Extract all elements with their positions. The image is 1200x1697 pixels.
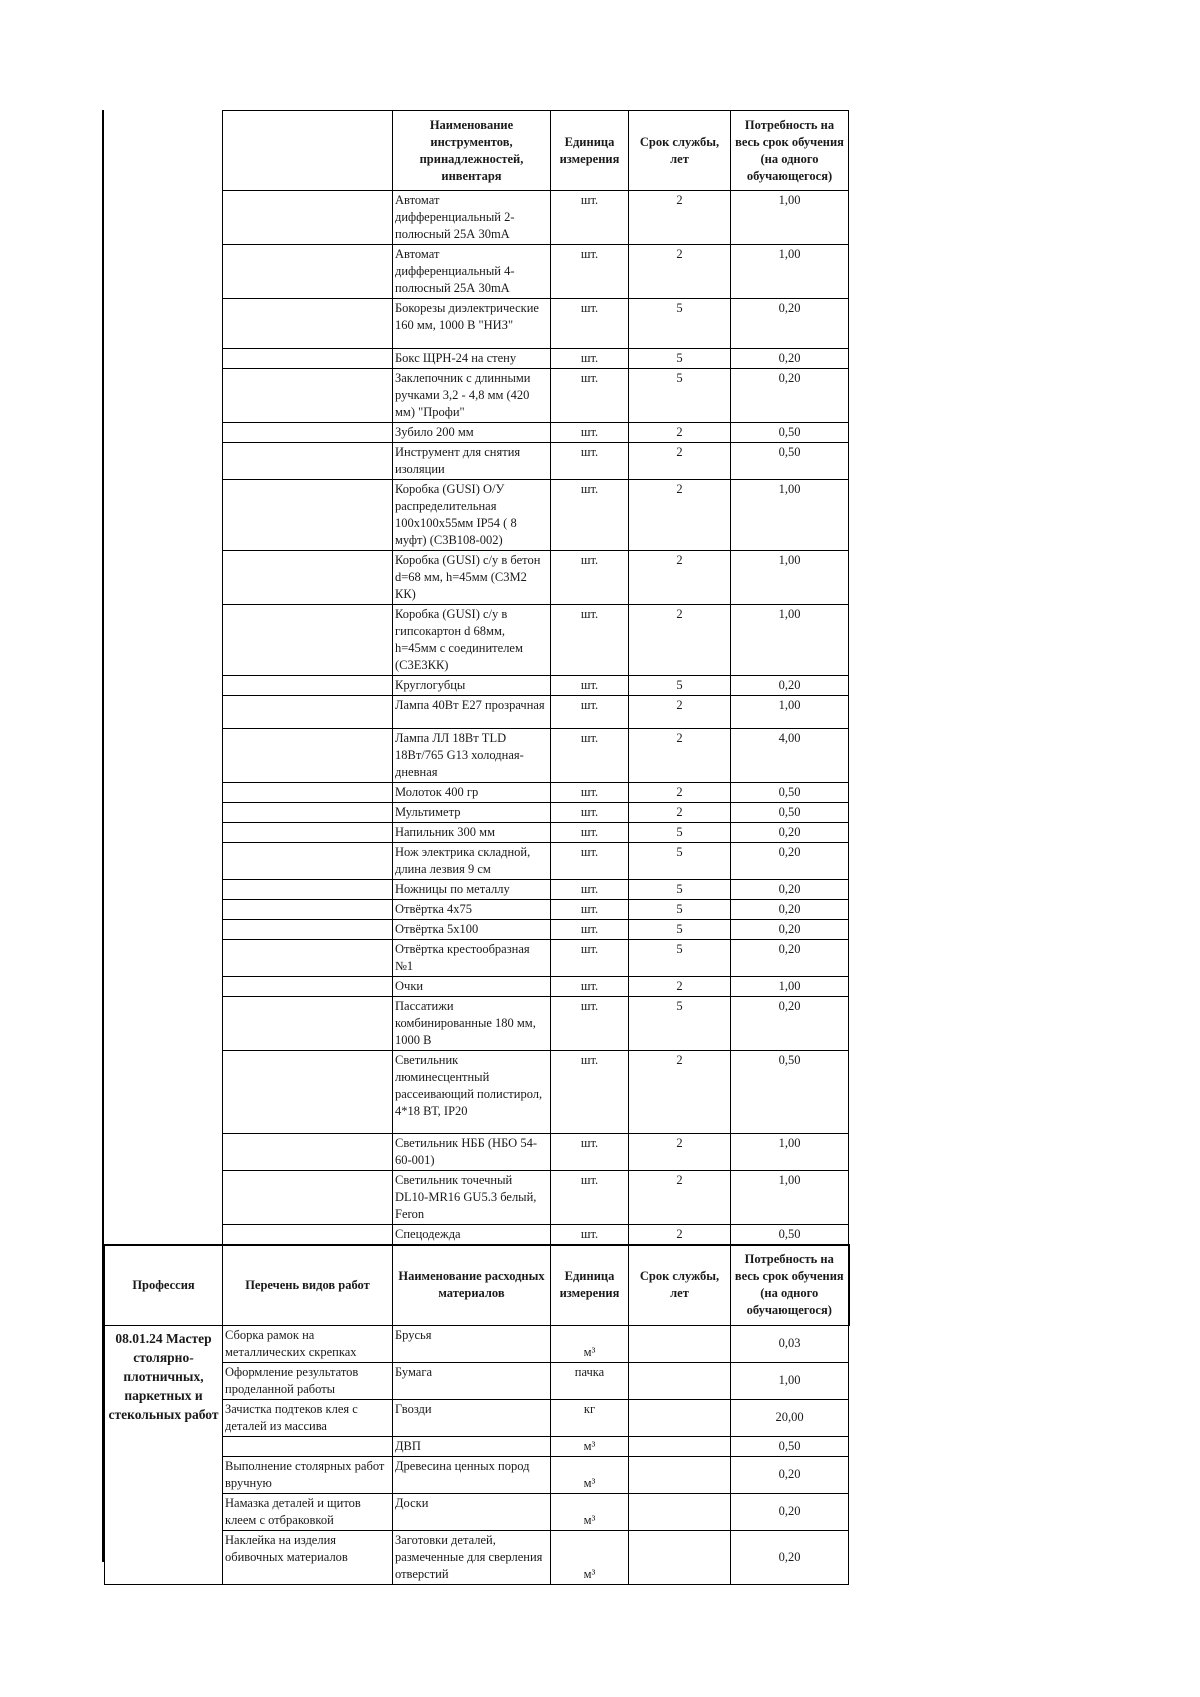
profession-cell: 08.01.24 Мастер столярно-плотничных, паркетных и стекольных работ bbox=[105, 1325, 223, 1584]
works-spacer bbox=[223, 551, 393, 605]
tool-unit: шт. bbox=[551, 1225, 629, 1246]
tool-need: 0,20 bbox=[731, 880, 849, 900]
profession-spacer bbox=[105, 1171, 223, 1225]
material-need: 0,20 bbox=[731, 1530, 849, 1584]
tool-unit: шт. bbox=[551, 1134, 629, 1171]
tool-name: Светильник НББ (НБО 54-60-001) bbox=[393, 1134, 551, 1171]
tool-need: 0,20 bbox=[731, 920, 849, 940]
tool-life: 5 bbox=[629, 823, 731, 843]
material-name: Древесина ценных пород bbox=[393, 1456, 551, 1493]
profession-spacer bbox=[105, 977, 223, 997]
tool-need: 1,00 bbox=[731, 605, 849, 676]
tool-life: 2 bbox=[629, 1051, 731, 1134]
profession-spacer bbox=[105, 783, 223, 803]
tool-row bbox=[105, 843, 849, 880]
tool-need: 1,00 bbox=[731, 696, 849, 729]
tool-life: 2 bbox=[629, 696, 731, 729]
works-spacer bbox=[223, 823, 393, 843]
tool-need: 0,20 bbox=[731, 940, 849, 977]
tool-name: Молоток 400 гр bbox=[393, 783, 551, 803]
tool-name: Отвёртка 4х75 bbox=[393, 900, 551, 920]
works-spacer bbox=[223, 977, 393, 997]
tool-name: Лампа ЛЛ 18Вт TLD 18Вт/765 G13 холодная-дневная bbox=[393, 729, 551, 783]
tool-name: Коробка (GUSI) с/у в бетон d=68 мм, h=45мм (С3М2 КК) bbox=[393, 551, 551, 605]
works-spacer bbox=[223, 729, 393, 783]
header-need: Потребность на весь срок обучения (на одного обучающегося) bbox=[731, 111, 849, 191]
profession-spacer bbox=[105, 551, 223, 605]
tool-need: 0,20 bbox=[731, 369, 849, 423]
tool-name: Автомат дифференциальный 4-полюсный 25А 30mA bbox=[393, 245, 551, 299]
tool-name: Инструмент для снятия изоляции bbox=[393, 443, 551, 480]
work-item: Оформление результатов проделанной работы bbox=[223, 1362, 393, 1399]
tool-unit: шт. bbox=[551, 729, 629, 783]
tool-name: Автомат дифференциальный 2-полюсный 25А 30mA bbox=[393, 191, 551, 245]
works-spacer bbox=[223, 245, 393, 299]
works-spacer bbox=[223, 369, 393, 423]
tool-life: 2 bbox=[629, 423, 731, 443]
tool-name: Светильник люминесцентный рассеивающий полистирол, 4*18 ВТ, IP20 bbox=[393, 1051, 551, 1134]
tool-row bbox=[105, 803, 849, 823]
work-item: Зачистка подтеков клея с деталей из массива bbox=[223, 1399, 393, 1436]
tool-row bbox=[105, 696, 849, 729]
works-spacer bbox=[223, 480, 393, 551]
profession-spacer bbox=[105, 369, 223, 423]
tool-need: 1,00 bbox=[731, 551, 849, 605]
profession-spacer bbox=[105, 605, 223, 676]
tool-life: 2 bbox=[629, 245, 731, 299]
profession-spacer bbox=[105, 1225, 223, 1246]
tool-need: 0,20 bbox=[731, 299, 849, 349]
tool-life: 2 bbox=[629, 977, 731, 997]
profession-spacer bbox=[105, 299, 223, 349]
tool-unit: шт. bbox=[551, 245, 629, 299]
works-spacer bbox=[223, 676, 393, 696]
material-life bbox=[629, 1399, 731, 1436]
material-unit: м³ bbox=[551, 1325, 629, 1362]
tool-name: Напильник 300 мм bbox=[393, 823, 551, 843]
tool-name: Нож электрика складной, длина лезвия 9 см bbox=[393, 843, 551, 880]
tool-name: Очки bbox=[393, 977, 551, 997]
tool-unit: шт. bbox=[551, 676, 629, 696]
tool-life: 2 bbox=[629, 1225, 731, 1246]
material-life bbox=[629, 1493, 731, 1530]
tool-need: 0,50 bbox=[731, 1051, 849, 1134]
tool-row bbox=[105, 676, 849, 696]
tool-row bbox=[105, 977, 849, 997]
tool-life: 5 bbox=[629, 900, 731, 920]
profession-spacer bbox=[105, 696, 223, 729]
tool-name: Отвёртка крестообразная №1 bbox=[393, 940, 551, 977]
material-unit: кг bbox=[551, 1399, 629, 1436]
material-name: Доски bbox=[393, 1493, 551, 1530]
tool-unit: шт. bbox=[551, 605, 629, 676]
profession-spacer bbox=[105, 1051, 223, 1134]
tool-life: 2 bbox=[629, 443, 731, 480]
tool-life: 5 bbox=[629, 369, 731, 423]
profession-spacer bbox=[105, 729, 223, 783]
profession-spacer bbox=[105, 423, 223, 443]
tool-unit: шт. bbox=[551, 191, 629, 245]
works-spacer bbox=[223, 940, 393, 977]
works-spacer bbox=[223, 1051, 393, 1134]
works-spacer bbox=[223, 920, 393, 940]
tool-row bbox=[105, 443, 849, 480]
header-works: Перечень видов работ bbox=[223, 1245, 393, 1325]
material-name: Бумага bbox=[393, 1362, 551, 1399]
tool-need: 1,00 bbox=[731, 191, 849, 245]
tool-name: Светильник точечный DL10-MR16 GU5.3 белый, Feron bbox=[393, 1171, 551, 1225]
tool-need: 1,00 bbox=[731, 480, 849, 551]
tool-row bbox=[105, 1171, 849, 1225]
tool-name: Спецодежда bbox=[393, 1225, 551, 1246]
tool-unit: шт. bbox=[551, 551, 629, 605]
tool-row bbox=[105, 940, 849, 977]
material-need: 20,00 bbox=[731, 1399, 849, 1436]
tool-row bbox=[105, 605, 849, 676]
works-spacer bbox=[223, 803, 393, 823]
header-life: Срок службы, лет bbox=[629, 1245, 731, 1325]
tool-life: 2 bbox=[629, 729, 731, 783]
material-life bbox=[629, 1436, 731, 1456]
profession-spacer bbox=[105, 480, 223, 551]
tool-life: 2 bbox=[629, 551, 731, 605]
material-name: ДВП bbox=[393, 1436, 551, 1456]
tool-row bbox=[105, 1051, 849, 1134]
material-life bbox=[629, 1530, 731, 1584]
tool-unit: шт. bbox=[551, 1051, 629, 1134]
material-need: 1,00 bbox=[731, 1362, 849, 1399]
material-unit: м³ bbox=[551, 1456, 629, 1493]
works-spacer bbox=[223, 299, 393, 349]
work-item: Выполнение столярных работ вручную bbox=[223, 1456, 393, 1493]
tool-unit: шт. bbox=[551, 349, 629, 369]
profession-spacer bbox=[105, 443, 223, 480]
tool-life: 2 bbox=[629, 783, 731, 803]
tool-need: 1,00 bbox=[731, 977, 849, 997]
tool-life: 2 bbox=[629, 1171, 731, 1225]
tool-life: 2 bbox=[629, 1134, 731, 1171]
material-need: 0,20 bbox=[731, 1456, 849, 1493]
header-profession: Профессия bbox=[105, 1245, 223, 1325]
tool-life: 5 bbox=[629, 940, 731, 977]
works-spacer bbox=[223, 696, 393, 729]
tool-row bbox=[105, 349, 849, 369]
tool-life: 2 bbox=[629, 803, 731, 823]
tool-name: Бокс ЩРН-24 на стену bbox=[393, 349, 551, 369]
material-unit: м³ bbox=[551, 1493, 629, 1530]
works-spacer bbox=[223, 880, 393, 900]
profession-spacer bbox=[105, 349, 223, 369]
profession-spacer bbox=[105, 111, 223, 191]
material-need: 0,03 bbox=[731, 1325, 849, 1362]
profession-spacer bbox=[105, 900, 223, 920]
tool-life: 2 bbox=[629, 191, 731, 245]
tool-life: 2 bbox=[629, 480, 731, 551]
tool-need: 4,00 bbox=[731, 729, 849, 783]
profession-spacer bbox=[105, 191, 223, 245]
tool-row bbox=[105, 245, 849, 299]
works-spacer bbox=[223, 900, 393, 920]
tool-name: Коробка (GUSI) с/у в гипсокартон d 68мм, h=45мм с соединителем (С3Е3КК) bbox=[393, 605, 551, 676]
material-life bbox=[629, 1325, 731, 1362]
material-row bbox=[105, 1325, 849, 1362]
tool-life: 5 bbox=[629, 920, 731, 940]
tool-name: Ножницы по металлу bbox=[393, 880, 551, 900]
tool-unit: шт. bbox=[551, 843, 629, 880]
tool-row bbox=[105, 369, 849, 423]
header-material-name: Наименование расходных материалов bbox=[393, 1245, 551, 1325]
tool-row bbox=[105, 191, 849, 245]
tool-need: 0,20 bbox=[731, 349, 849, 369]
profession-spacer bbox=[105, 823, 223, 843]
tool-name: Бокорезы диэлектрические 160 мм, 1000 В "НИЗ" bbox=[393, 299, 551, 349]
tool-row bbox=[105, 997, 849, 1051]
works-spacer bbox=[223, 1225, 393, 1246]
tool-unit: шт. bbox=[551, 977, 629, 997]
works-spacer bbox=[223, 843, 393, 880]
tool-unit: шт. bbox=[551, 443, 629, 480]
tool-unit: шт. bbox=[551, 997, 629, 1051]
tool-need: 1,00 bbox=[731, 245, 849, 299]
works-spacer bbox=[223, 605, 393, 676]
tool-name: Заклепочник с длинными ручками 3,2 - 4,8 мм (420 мм) "Профи" bbox=[393, 369, 551, 423]
work-item: Наклейка на изделия обивочных материалов bbox=[223, 1530, 393, 1584]
tool-life: 5 bbox=[629, 676, 731, 696]
tool-name: Мультиметр bbox=[393, 803, 551, 823]
tool-unit: шт. bbox=[551, 940, 629, 977]
tool-name: Лампа 40Вт Е27 прозрачная bbox=[393, 696, 551, 729]
profession-spacer bbox=[105, 803, 223, 823]
material-unit: м³ bbox=[551, 1436, 629, 1456]
material-name: Брусья bbox=[393, 1325, 551, 1362]
profession-spacer bbox=[105, 843, 223, 880]
tool-need: 0,20 bbox=[731, 900, 849, 920]
tool-unit: шт. bbox=[551, 920, 629, 940]
tool-row bbox=[105, 823, 849, 843]
tool-name: Пассатижи комбинированные 180 мм, 1000 В bbox=[393, 997, 551, 1051]
tool-row bbox=[105, 551, 849, 605]
header-need: Потребность на весь срок обучения (на одного обучающегося) bbox=[731, 1245, 849, 1325]
tool-need: 1,00 bbox=[731, 1134, 849, 1171]
works-spacer bbox=[223, 349, 393, 369]
work-item: Намазка деталей и щитов клеем с отбраковкой bbox=[223, 1493, 393, 1530]
tool-need: 0,50 bbox=[731, 423, 849, 443]
works-spacer bbox=[223, 997, 393, 1051]
works-spacer bbox=[223, 443, 393, 480]
tool-need: 0,20 bbox=[731, 676, 849, 696]
works-spacer bbox=[223, 1171, 393, 1225]
material-unit: м³ bbox=[551, 1530, 629, 1584]
material-need: 0,20 bbox=[731, 1493, 849, 1530]
tool-life: 5 bbox=[629, 997, 731, 1051]
header-life: Срок службы, лет bbox=[629, 111, 731, 191]
tool-unit: шт. bbox=[551, 880, 629, 900]
material-need: 0,50 bbox=[731, 1436, 849, 1456]
tool-name: Коробка (GUSI) О/У распределительная 100х100х55мм IP54 ( 8 муфт) (С3В108-002) bbox=[393, 480, 551, 551]
tool-life: 2 bbox=[629, 605, 731, 676]
header-unit: Единица измерения bbox=[551, 1245, 629, 1325]
tool-name: Круглогубцы bbox=[393, 676, 551, 696]
tool-life: 5 bbox=[629, 880, 731, 900]
header-unit: Единица измерения bbox=[551, 111, 629, 191]
tool-row bbox=[105, 900, 849, 920]
tool-need: 0,20 bbox=[731, 823, 849, 843]
tool-row bbox=[105, 920, 849, 940]
tool-unit: шт. bbox=[551, 1171, 629, 1225]
tool-row bbox=[105, 480, 849, 551]
work-item bbox=[223, 1436, 393, 1456]
tool-row bbox=[105, 729, 849, 783]
profession-spacer bbox=[105, 1134, 223, 1171]
works-spacer bbox=[223, 191, 393, 245]
tool-name: Отвёртка 5х100 bbox=[393, 920, 551, 940]
tool-unit: шт. bbox=[551, 299, 629, 349]
tool-row bbox=[105, 1134, 849, 1171]
equipment-table bbox=[104, 110, 850, 1585]
material-life bbox=[629, 1362, 731, 1399]
tool-need: 0,50 bbox=[731, 783, 849, 803]
material-name: Заготовки деталей, размеченные для сверления отверстий bbox=[393, 1530, 551, 1584]
profession-spacer bbox=[105, 245, 223, 299]
works-spacer bbox=[223, 783, 393, 803]
tool-row bbox=[105, 783, 849, 803]
tool-life: 5 bbox=[629, 349, 731, 369]
header-tool-name: Наименование инструментов, принадлежностей, инвентаря bbox=[393, 111, 551, 191]
tools-header-row bbox=[105, 111, 849, 191]
tool-row bbox=[105, 299, 849, 349]
tool-need: 0,50 bbox=[731, 803, 849, 823]
tool-unit: шт. bbox=[551, 803, 629, 823]
tool-unit: шт. bbox=[551, 480, 629, 551]
works-spacer bbox=[223, 423, 393, 443]
tool-unit: шт. bbox=[551, 696, 629, 729]
tool-life: 5 bbox=[629, 299, 731, 349]
profession-spacer bbox=[105, 676, 223, 696]
profession-spacer bbox=[105, 940, 223, 977]
materials-header-row bbox=[105, 1245, 849, 1325]
tool-row bbox=[105, 880, 849, 900]
works-spacer bbox=[223, 1134, 393, 1171]
profession-spacer bbox=[105, 997, 223, 1051]
works-spacer bbox=[223, 111, 393, 191]
tool-need: 0,20 bbox=[731, 843, 849, 880]
tool-unit: шт. bbox=[551, 823, 629, 843]
tool-row bbox=[105, 423, 849, 443]
material-name: Гвозди bbox=[393, 1399, 551, 1436]
tool-unit: шт. bbox=[551, 783, 629, 803]
tool-name: Зубило 200 мм bbox=[393, 423, 551, 443]
material-life bbox=[629, 1456, 731, 1493]
tool-row bbox=[105, 1225, 849, 1246]
profession-spacer bbox=[105, 920, 223, 940]
tool-need: 0,20 bbox=[731, 997, 849, 1051]
tool-need: 1,00 bbox=[731, 1171, 849, 1225]
work-item: Сборка рамок на металлических скрепках bbox=[223, 1325, 393, 1362]
tool-need: 0,50 bbox=[731, 1225, 849, 1246]
tool-unit: шт. bbox=[551, 423, 629, 443]
profession-spacer bbox=[105, 880, 223, 900]
tool-unit: шт. bbox=[551, 900, 629, 920]
tool-need: 0,50 bbox=[731, 443, 849, 480]
tool-unit: шт. bbox=[551, 369, 629, 423]
material-unit: пачка bbox=[551, 1362, 629, 1399]
tool-life: 5 bbox=[629, 843, 731, 880]
